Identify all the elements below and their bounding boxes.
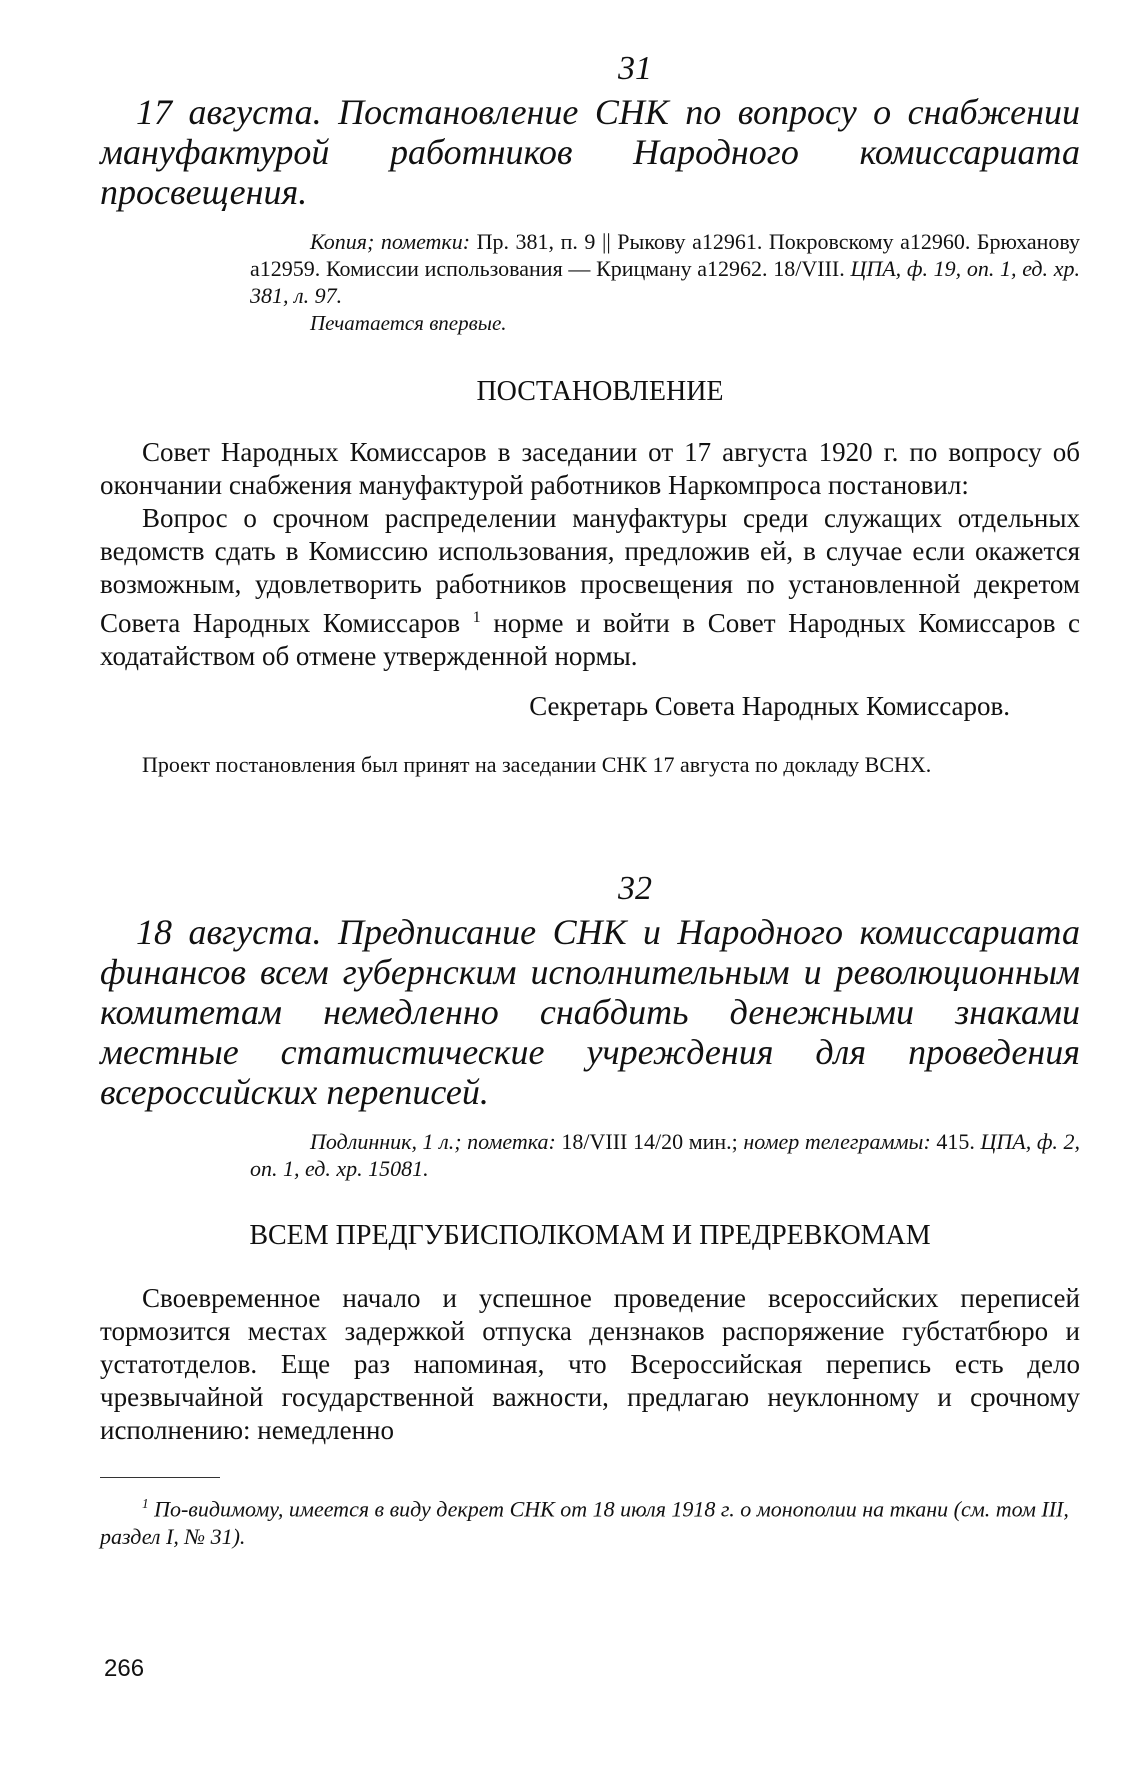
- document-title: 18 августа. Предписание СНК и Народного комиссариата финансов всем губернским исполнительным и революционным комитетам немедленно снабдить денежными знаками местные статистические учреждения для проведения всероссийских переписей.: [100, 912, 1080, 1112]
- footnote-reference: 1: [472, 608, 481, 626]
- source-label: Копия; пометки:: [310, 229, 471, 254]
- body-paragraph: Совет Народных Комиссаров в заседании от 17 августа 1920 г. по вопросу об окончании снабжения мануфактурой работников Наркомпроса постановил:: [100, 437, 1080, 500]
- footnote-text: По-видимому, имеется в виду декрет СНК от 18 июля 1918 г. о монополии на ткани (см. том III, раздел I, № 31).: [100, 1496, 1069, 1550]
- footnote-divider: [100, 1477, 220, 1478]
- published-note: Печатается впервые.: [310, 311, 507, 335]
- signature-line: Секретарь Совета Народных Комиссаров.: [529, 691, 1010, 721]
- source-text: 415.: [936, 1129, 975, 1154]
- document-title: 17 августа. Постановление СНК по вопросу о снабжении мануфактурой работников Народного комиссариата просвещения.: [100, 92, 1080, 212]
- document-number: 32: [618, 870, 652, 907]
- footnote-marker: 1: [142, 1496, 149, 1511]
- source-archive: ЦПА, ф. 2, оп. 1, ед. хр. 15081.: [250, 1129, 1081, 1181]
- source-label: Подлинник, 1 л.; пометка:: [310, 1129, 556, 1154]
- source-text: Пр. 381, п. 9 || Рыкову а12961. Покровскому а12960. Брюханову а12959. Комиссии использования — Крицману а12962. 18/VIII.: [250, 229, 1080, 281]
- body-text: Вопрос о срочном распределении мануфактуры среди служащих отдельных ведомств сдать в Комиссию использования, предложив ей, в случае если окажется возможным, удовлетворить работников просвещения по установленной декретом Совета Народных Комиссаров: [100, 503, 1080, 638]
- body-paragraph: [100, 502, 1080, 673]
- body-text: норме и войти в Совет Народных Комиссаров с ходатайством об отмене утвержденной нормы.: [100, 608, 1081, 671]
- source-text: 18/VIII 14/20 мин.;: [561, 1129, 738, 1154]
- source-label: номер телеграммы:: [743, 1129, 931, 1154]
- section-heading: ПОСТАНОВЛЕНИЕ: [476, 376, 724, 407]
- footnote: [100, 1490, 1080, 1551]
- source-note: [100, 228, 1080, 309]
- editorial-note: Проект постановления был принят на заседании СНК 17 августа по докладу ВСНХ.: [142, 752, 932, 777]
- section-heading: ВСЕМ ПРЕДГУБИСПОЛКОМАМ И ПРЕДРЕВКОМАМ: [249, 1220, 931, 1251]
- source-archive: ЦПА, ф. 19, оп. 1, ед. хр. 381, л. 97.: [250, 256, 1081, 308]
- document-number: 31: [618, 50, 652, 87]
- document-page: [100, 50, 1080, 1551]
- body-paragraph: Своевременное начало и успешное проведение всероссийских переписей тормозится местах задержкой отпуска дензнаков распоряжение губстатбюро и устатотделов. Еще раз напоминая, что Всероссийская перепись есть дело чрезвычайной государственной важности, предлагаю неуклонному и срочному исполнению: немедленно: [100, 1283, 1080, 1445]
- source-note: [100, 1128, 1080, 1182]
- page-number: 266: [104, 1655, 145, 1682]
